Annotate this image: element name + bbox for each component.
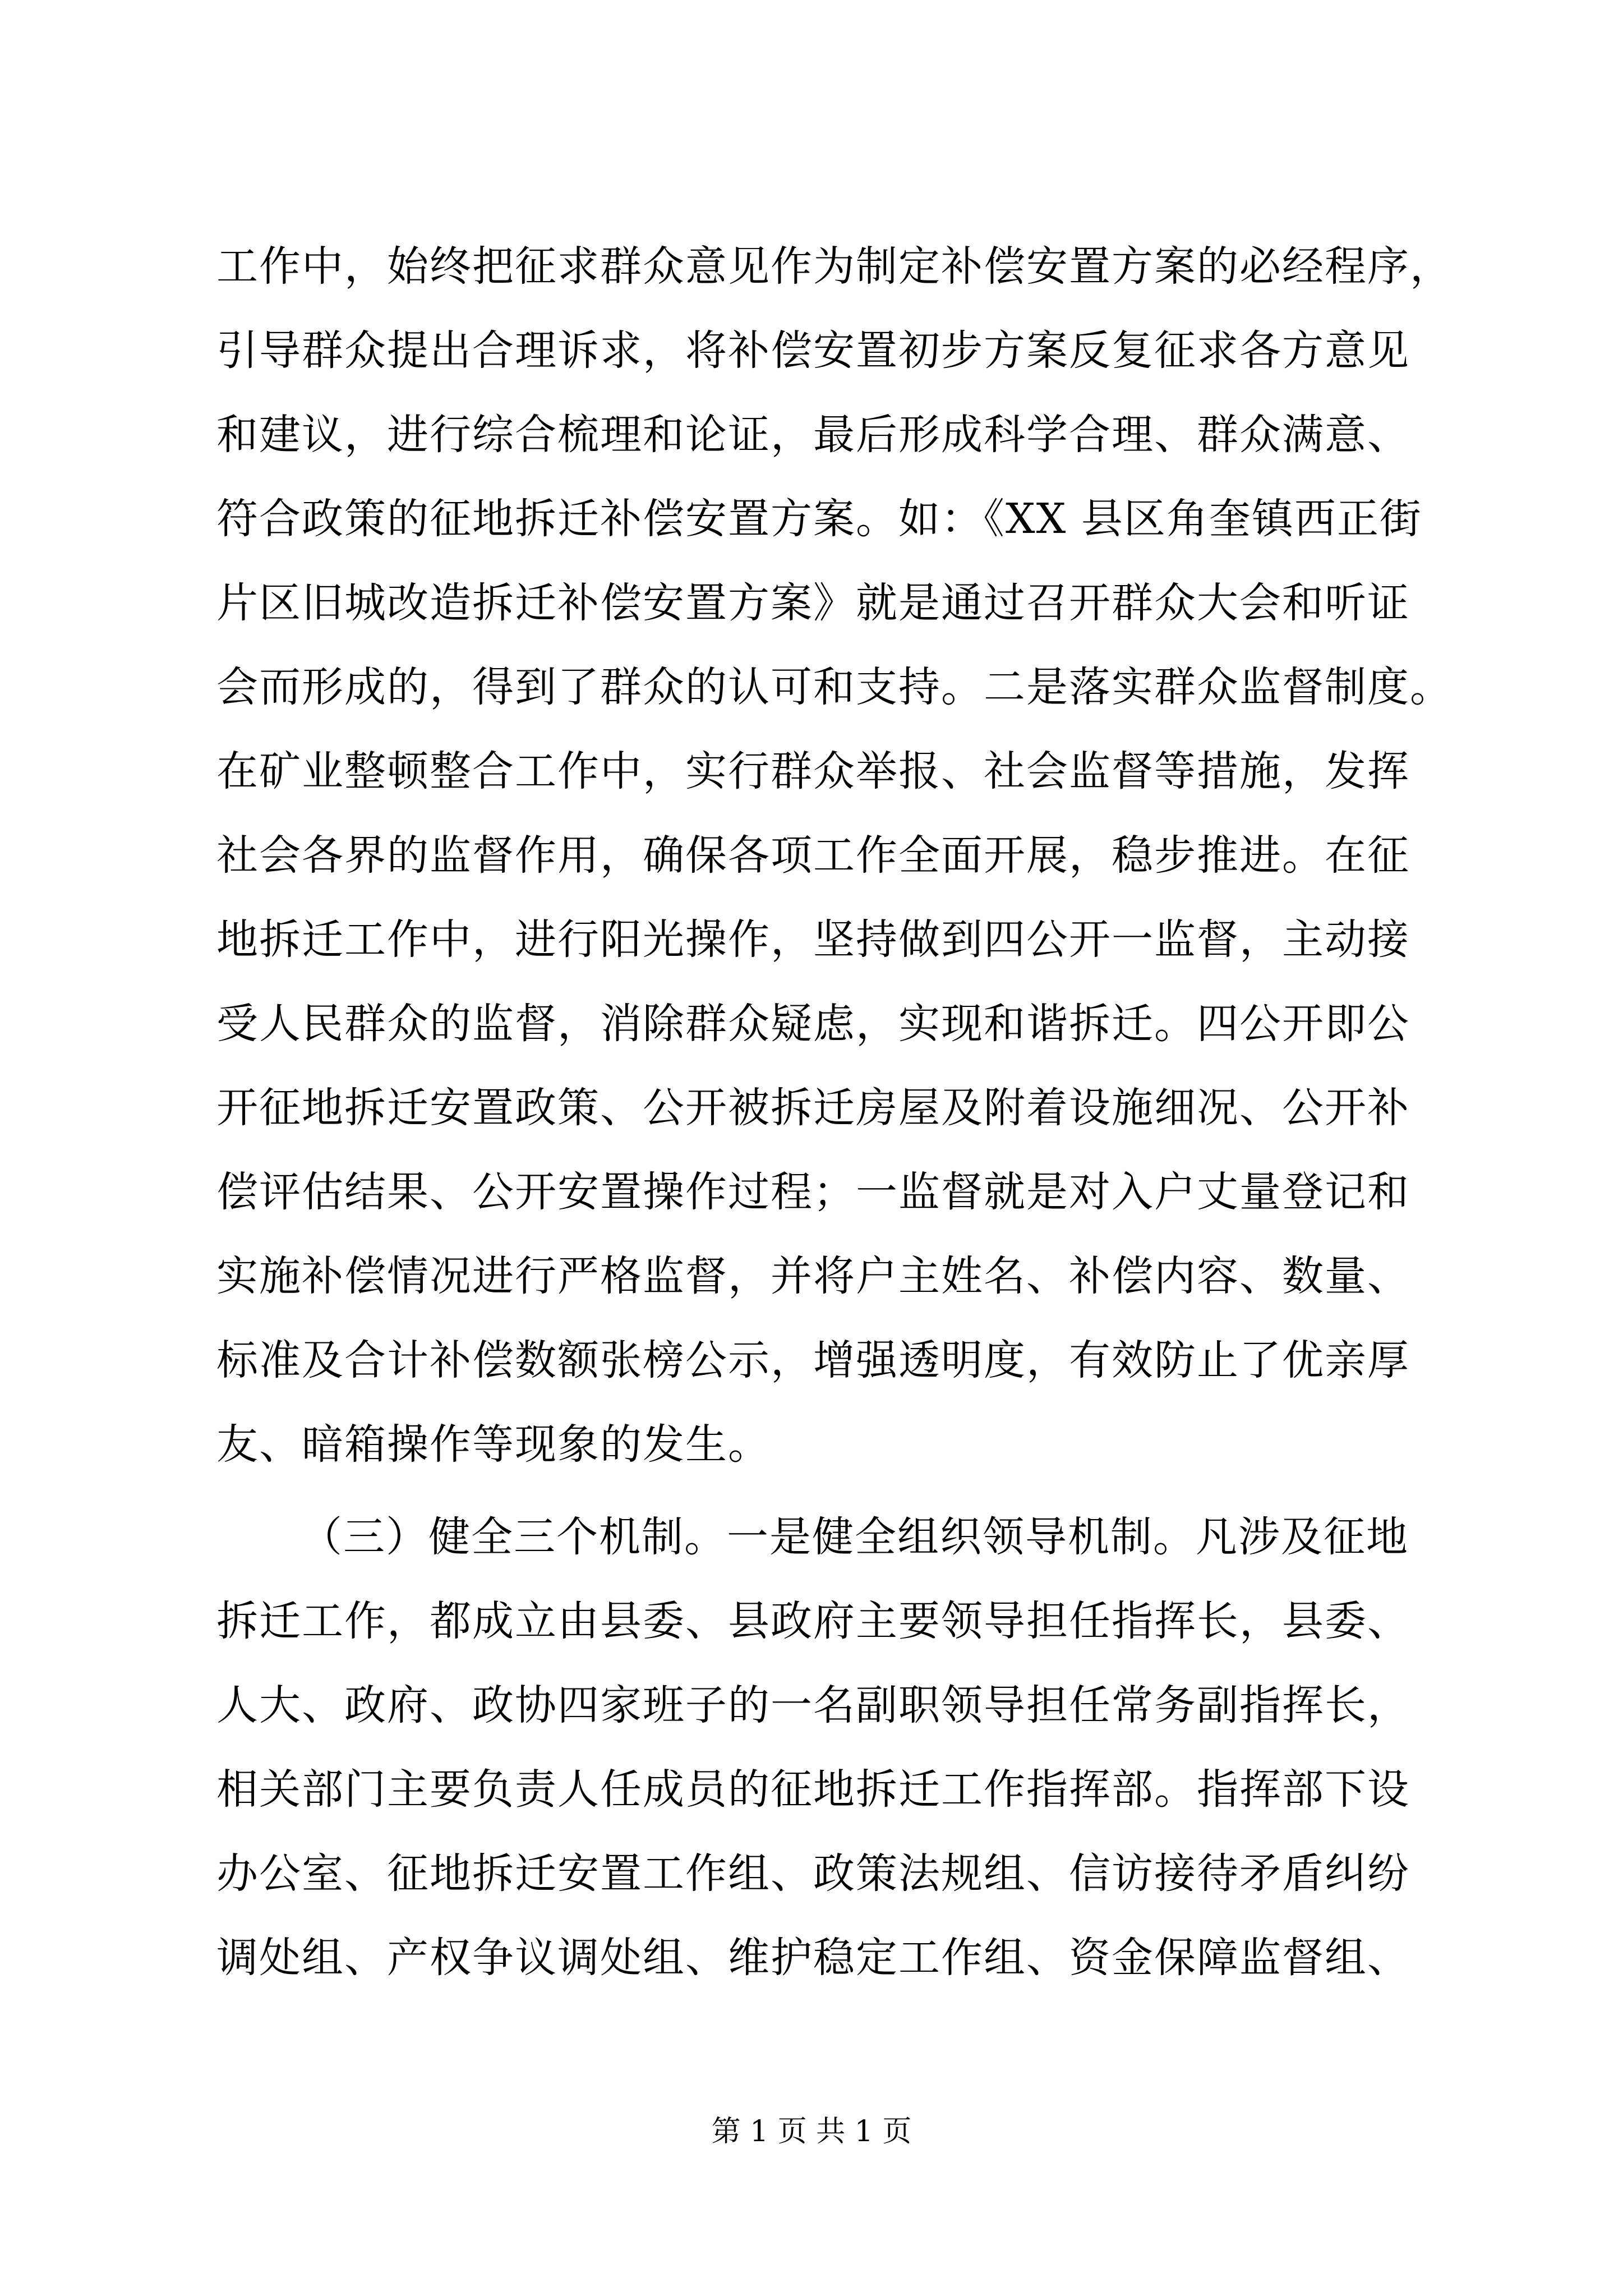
- text-line-20: 办公室、征地拆迁安置工作组、政策法规组、信访接待矛盾纠纷: [216, 1849, 1410, 1898]
- text-line-2: 引导群众提出合理诉求，将补偿安置初步方案反复征求各方意见: [216, 326, 1410, 375]
- text-line-7: 在矿业整顿整合工作中，实行群众举报、社会监督等措施，发挥: [216, 747, 1410, 795]
- text-line-13: 实施补偿情况进行严格监督，并将户主姓名、补偿内容、数量、: [216, 1252, 1410, 1300]
- text-line-9: 地拆迁工作中，进行阳光操作，坚持做到四公开一监督，主动接: [216, 915, 1410, 964]
- text-line-8: 社会各界的监督作用，确保各项工作全面开展，稳步推进。在征: [216, 831, 1410, 880]
- text-line-3: 和建议，进行综合梳理和论证，最后形成科学合理、群众满意、: [216, 411, 1410, 459]
- text-line-19: 相关部门主要负责人任成员的征地拆迁工作指挥部。指挥部下设: [216, 1765, 1410, 1814]
- text-line-6: 会而形成的，得到了群众的认可和支持。二是落实群众监督制度。: [216, 663, 1453, 711]
- text-line-21: 调处组、产权争议调处组、维护稳定工作组、资金保障监督组、: [216, 1934, 1410, 1982]
- text-line-14: 标准及合计补偿数额张榜公示，增强透明度，有效防止了优亲厚: [216, 1336, 1410, 1384]
- text-line-10: 受人民群众的监督，消除群众疑虑，实现和谐拆迁。四公开即公: [216, 1000, 1410, 1048]
- text-line-15: 友、暗箱操作等现象的发生。: [216, 1420, 771, 1469]
- text-line-4: 符合政策的征地拆迁补偿安置方案。如：《XX 县区角奎镇西正街: [216, 495, 1422, 543]
- text-line-5: 片区旧城改造拆迁补偿安置方案》就是通过召开群众大会和听证: [216, 579, 1410, 627]
- page-footer: 第 1 页 共 1 页: [711, 2115, 912, 2148]
- text-line-1: 工作中，始终把征求群众意见作为制定补偿安置方案的必经程序，: [216, 242, 1453, 291]
- text-line-12: 偿评估结果、公开安置操作过程；一监督就是对入户丈量登记和: [216, 1168, 1410, 1216]
- text-line-18: 人大、政府、政协四家班子的一名副职领导担任常务副指挥长，: [216, 1681, 1410, 1729]
- text-line-17: 拆迁工作，都成立由县委、县政府主要领导担任指挥长，县委、: [216, 1597, 1410, 1645]
- text-line-11: 开征地拆迁安置政策、公开被拆迁房屋及附着设施细况、公开补: [216, 1084, 1410, 1132]
- text-line-16: （三）健全三个机制。一是健全组织领导机制。凡涉及征地: [301, 1513, 1409, 1561]
